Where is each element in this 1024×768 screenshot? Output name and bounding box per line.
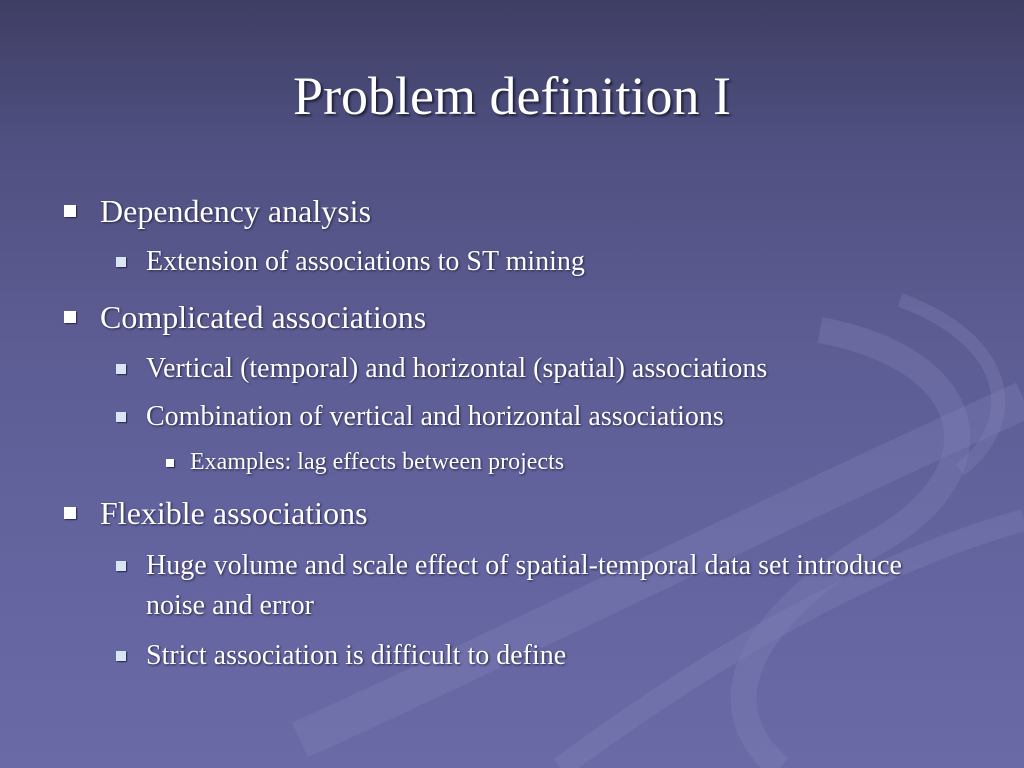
bullet-strict-association: Strict association is difficult to define xyxy=(116,636,936,676)
bullet-combination: Combination of vertical and horizontal associations xyxy=(116,397,936,437)
bullet-complicated-associations: Complicated associations xyxy=(64,298,964,336)
bullet-huge-volume: Huge volume and scale effect of spatial-temporal data set introduce noise and error xyxy=(116,546,916,626)
bullet-vertical-horizontal: Vertical (temporal) and horizontal (spatial) associations xyxy=(116,349,936,389)
square-bullet-icon xyxy=(116,364,126,374)
square-bullet-icon xyxy=(116,651,126,661)
square-bullet-icon xyxy=(64,311,76,323)
square-bullet-icon xyxy=(116,257,126,267)
square-bullet-icon xyxy=(116,561,126,571)
bullet-flexible-associations: Flexible associations xyxy=(64,494,964,532)
bullet-examples-lag-effects: Examples: lag effects between projects xyxy=(166,447,946,477)
square-bullet-icon xyxy=(166,459,174,467)
square-bullet-icon xyxy=(64,205,76,217)
slide-title: Problem definition I xyxy=(293,66,731,126)
bullet-dependency-analysis: Dependency analysis xyxy=(64,192,964,230)
bullet-extension-of-associations: Extension of associations to ST mining xyxy=(116,242,936,282)
square-bullet-icon xyxy=(64,507,76,519)
square-bullet-icon xyxy=(116,412,126,422)
